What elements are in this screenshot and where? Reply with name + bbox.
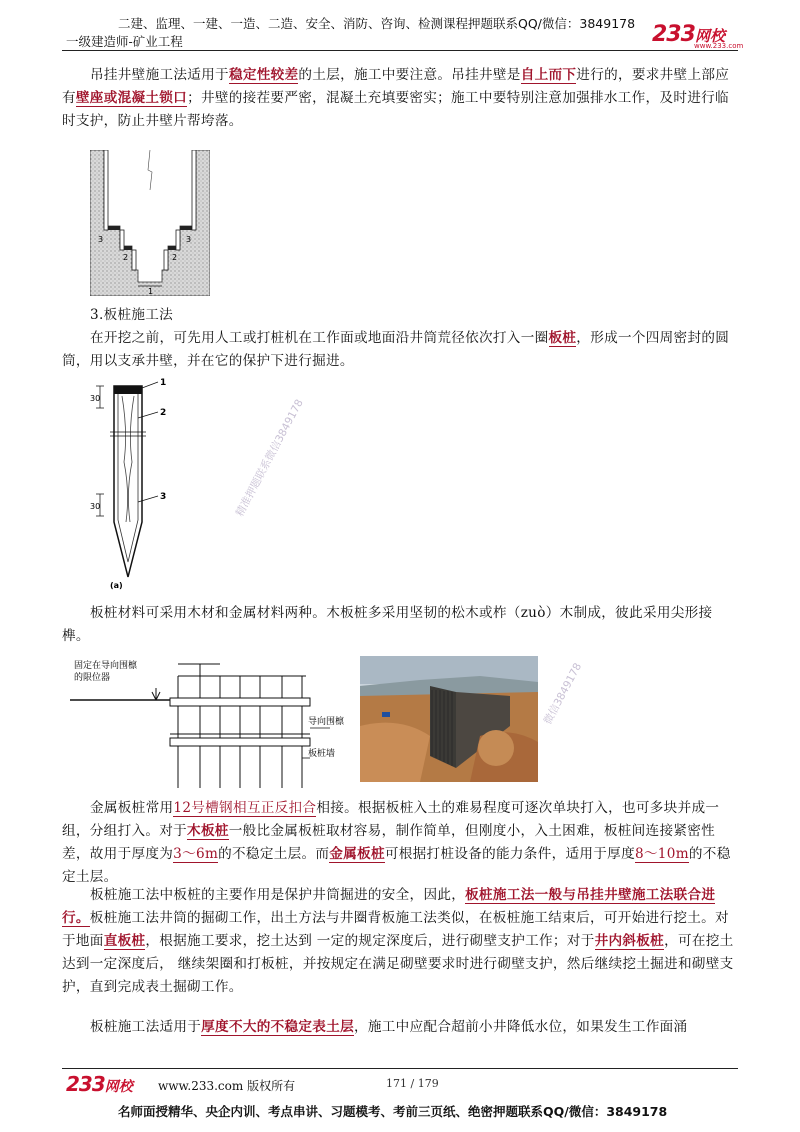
watermark: 精准押题联系微信3849178 bbox=[233, 397, 306, 519]
footer-banner: 名师面授精华、央企内训、考点串讲、习题模考、考前三页纸、绝密押题联系QQ/微信：3849178 bbox=[118, 1104, 668, 1119]
fig3-label-guide: 导向围檩 bbox=[308, 717, 345, 727]
fig2-label-2: 2 bbox=[160, 408, 167, 418]
page-number: 171 / 179 bbox=[386, 1077, 439, 1090]
header-divider bbox=[62, 50, 738, 51]
paragraph-sheet-pile-intro: 在开挖之前，可先用人工或打桩机在工作面或地面沿井筒荒径依次打入一圈板桩，形成一个四周密封的圆筒，用以支承井壁，并在它的保护下进行掘进。 bbox=[62, 330, 730, 369]
paragraph-pile-material: 板桩材料可采用木材和金属材料两种。木板桩多采用坚韧的松木或柞（zuò）木制成，彼此采用尖形接榫。 bbox=[62, 605, 713, 644]
fig3-label-wall: 板桩墙 bbox=[308, 749, 336, 759]
fig2-label-1: 1 bbox=[160, 378, 167, 388]
fig1-label-1: 1 bbox=[148, 287, 154, 296]
watermark: 微信3849178 bbox=[541, 661, 585, 727]
fig3-label-limiter-1: 固定在导向围檩 bbox=[74, 661, 138, 671]
construction-site-photo bbox=[360, 656, 538, 782]
hanging-wall-diagram bbox=[90, 150, 210, 296]
header-logo-url: www.233.com bbox=[694, 42, 744, 50]
fig1-label-2-left: 2 bbox=[123, 253, 129, 262]
fig2-dim-top: 30 bbox=[90, 394, 101, 403]
fig1-label-2-right: 2 bbox=[172, 253, 178, 262]
header-logo: 233网校 bbox=[652, 22, 725, 47]
fig2-label-3: 3 bbox=[160, 492, 167, 502]
section-title: 3.板桩施工法 bbox=[90, 307, 174, 323]
paragraph-metal-pile: 金属板桩常用12号槽钢相互正反扣合相接。根据板桩入土的难易程度可逐次单块打入，也可多块并成一组，分组打入。对于木板桩一般比金属板桩取材容易，制作简单，但刚度小，入土困难，板桩间连接紧密性差，故用于厚度为3～6m的不稳定土层。而金属板桩可根据打桩设备的能力条件，适用于厚度8～10m的不稳定土层。 bbox=[62, 800, 731, 885]
header-subtitle: 一级建造师-矿业工程 bbox=[66, 34, 183, 49]
paragraph-hanging-wall: 吊挂井壁施工法适用于稳定性较差的土层，施工中要注意。吊挂井壁是自上而下进行的，要求井壁上部应有壁座或混凝土锁口；井壁的接茬要严密，混凝土充填要密实；施工中要特别注意加强排水工作，及时进行临时支护，防止井壁片帮垮落。 bbox=[62, 67, 730, 129]
fig2-dim-bottom: 30 bbox=[90, 502, 101, 511]
guide-frame-diagram bbox=[70, 658, 350, 788]
fig1-label-3-left: 3 bbox=[98, 235, 104, 244]
header-banner: 二建、监理、一建、一造、二造、安全、消防、咨询、检测课程押题联系QQ/微信：3849178 bbox=[118, 16, 636, 31]
footer-copyright: www.233.com 版权所有 bbox=[158, 1079, 296, 1093]
footer-divider bbox=[62, 1068, 738, 1069]
fig2-caption: (a) bbox=[110, 581, 123, 590]
paragraph-applicability: 板桩施工法适用于厚度不大的不稳定表土层，施工中应配合超前小井降低水位，如果发生工作面涌 bbox=[90, 1019, 688, 1035]
fig3-label-limiter-2: 的限位器 bbox=[74, 673, 111, 683]
wooden-pile-diagram bbox=[84, 372, 184, 592]
fig1-label-3-right: 3 bbox=[186, 235, 192, 244]
paragraph-pile-function: 板桩施工法中板桩的主要作用是保护井筒掘进的安全，因此，板桩施工法一般与吊挂井壁施工法联合进行。板桩施工法井筒的掘砌工作，出土方法与井圈背板施工法类似，在板桩施工结束后，可开始进行挖土。对于地面直板桩，根据施工要求，挖土达到 一定的规定深度后，进行砌壁支护工作；对于井内斜板桩，可在挖土达到一定深度后， 继续架圈和打板桩，并按规定在满足砌壁要求时进行砌壁支护，然后继续挖土掘进和砌壁支护，直到完成表土掘砌工作。 bbox=[62, 887, 734, 995]
footer-logo: 233网校 bbox=[66, 1072, 133, 1096]
